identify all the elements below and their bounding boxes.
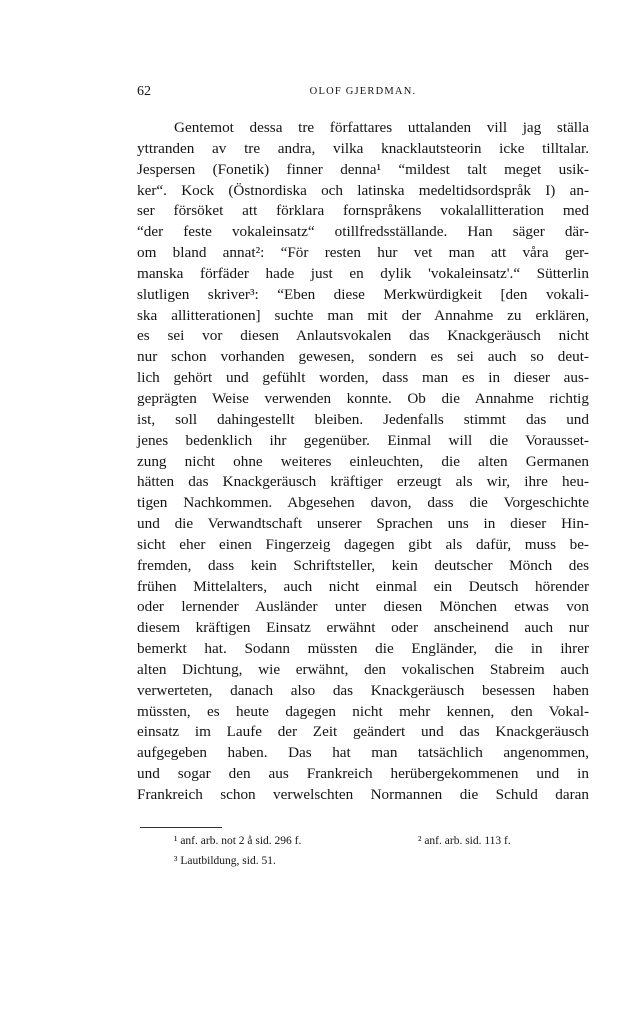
- footnote-row: [137, 851, 589, 871]
- footnote-divider: [140, 827, 222, 828]
- text-line: ist, soll dahingestellt bleiben. Jedenfalls stimmt das und: [137, 410, 589, 428]
- text-line: nur schon vorhanden gewesen, sondern es sei auch so deut-: [137, 348, 589, 366]
- body-text: [137, 118, 589, 806]
- text-line: slutligen skriver³: “Eben diese Merkwürdigkeit [den vokali-: [137, 285, 589, 303]
- text-line: yttranden av tre andra, vilka knacklautsteorin icke tilltalar.: [137, 139, 589, 157]
- text-line: und die Verwandtschaft unserer Sprachen uns in dieser Hin-: [137, 515, 589, 533]
- text-line: bemerkt hat. Sodann müssten die Engländer, die in ihrer: [137, 640, 589, 658]
- footnote-2: ² anf. arb. sid. 113 f.: [418, 835, 511, 847]
- text-line: Jespersen (Fonetik) finner denna¹ “mildest talt meget usik-: [137, 160, 589, 178]
- text-line: Gentemot dessa tre författares uttalanden vill jag ställa: [174, 119, 589, 136]
- text-line: es sei vor diesen Anlautsvokalen das Knackgeräusch nicht: [137, 327, 589, 345]
- text-line: “der feste vokaleinsatz“ otillfredsställande. Han säger där-: [137, 223, 589, 241]
- text-line: tigen Nachkommen. Abgesehen davon, dass die Vorgeschichte: [137, 494, 589, 512]
- text-line: manska förfäder hade just en dylik 'vokaleinsatz'.“ Sütterlin: [137, 264, 589, 282]
- footnote-row: [137, 831, 589, 851]
- text-line: diesem kräftigen Einsatz erwähnt oder anscheinend auch nur: [137, 619, 589, 637]
- footnote-1: ¹ anf. arb. not 2 å sid. 296 f.: [174, 835, 302, 847]
- text-line: einsatz im Laufe der Zeit geändert und das Knackgeräusch: [137, 723, 589, 741]
- page-number: 62: [137, 84, 151, 99]
- text-line: hätten das Knackgeräusch kräftiger erzeugt als wir, ihre heu-: [137, 473, 589, 491]
- text-line: geprägten Weise verwenden konnte. Ob die Annahme richtig: [137, 389, 589, 407]
- running-head: OLOF GJERDMAN.: [309, 86, 417, 97]
- text-line: ska allitterationen] suchte man mit der Annahme zu erklären,: [137, 306, 589, 324]
- text-line: sicht eher einen Fingerzeig dagegen gibt als dafür, muss be-: [137, 535, 589, 553]
- text-line: frühen Mittelalters, auch nicht einmal ein Deutsch hörender: [137, 577, 589, 595]
- text-line: alten Dichtung, wie erwähnt, den vokalischen Stabreim auch: [137, 660, 589, 678]
- text-line: zung nicht ohne weiteres einleuchten, die alten Germanen: [137, 452, 589, 470]
- text-line: Frankreich schon verwelschten Normannen die Schuld daran: [137, 786, 589, 803]
- text-line: verwerteten, danach also das Knackgeräusch besessen haben: [137, 681, 589, 699]
- text-line: ser försöket att förklara fornspråkens vokalallitteration med: [137, 202, 589, 220]
- text-line: lich gehört und gefühlt worden, dass man es in dieser aus-: [137, 369, 589, 387]
- text-line: jenes bedenklich ihr gegenüber. Einmal will die Vorausset-: [137, 431, 589, 449]
- text-line: oder lernender Ausländer unter diesen Mönchen etwas von: [137, 598, 589, 616]
- text-line: aufgegeben haben. Das hat man tatsächlich angenommen,: [137, 744, 589, 762]
- text-line: müssten, es heute dagegen nicht mehr kennen, den Vokal-: [137, 702, 589, 720]
- text-line: fremden, dass kein Schriftsteller, kein deutscher Mönch des: [137, 556, 589, 574]
- text-line: und sogar den aus Frankreich herübergekommenen und in: [137, 765, 589, 783]
- text-line: ker“. Kock (Östnordiska och latinska medeltidsordspråk I) an-: [137, 181, 589, 199]
- text-line: om bland annat²: “För resten hur vet man att våra ger-: [137, 244, 589, 262]
- footnotes: [137, 831, 589, 871]
- page-header: [137, 84, 589, 104]
- footnote-3: ³ Lautbildung, sid. 51.: [174, 855, 276, 867]
